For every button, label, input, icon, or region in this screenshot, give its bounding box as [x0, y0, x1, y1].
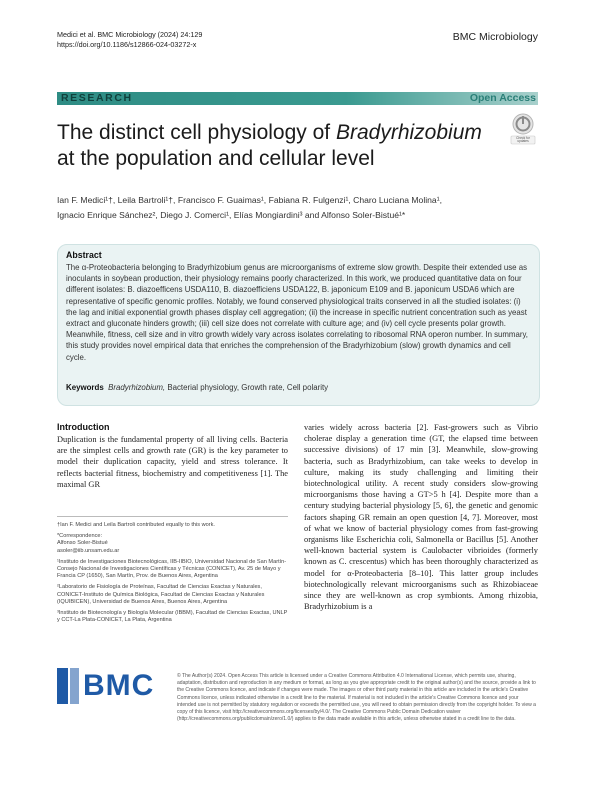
journal-name: BMC Microbiology — [452, 31, 538, 43]
footnotes — [57, 522, 288, 628]
keywords — [66, 382, 528, 393]
title-part1: The distinct cell physiology of — [57, 121, 336, 144]
keywords-list: Bacterial physiology, Growth rate, Cell polarity — [165, 383, 329, 392]
bmc-logo — [57, 666, 157, 706]
check-for-updates-badge[interactable] — [509, 113, 537, 145]
author-line: Ignacio Enrique Sánchez², Diego J. Comerci¹, Elías Mongiardini³ and Alfonso Soler-Bistué¹* — [57, 210, 406, 220]
correspondence-label: *Correspondence: — [57, 533, 103, 540]
check-updates-text: Check for updates — [516, 135, 530, 144]
keywords-italic: Bradyrhizobium, — [108, 383, 166, 392]
author-list — [57, 193, 537, 223]
doi-link[interactable]: https://doi.org/10.1186/s12866-024-03272-x — [57, 40, 197, 49]
abstract-heading: Abstract — [66, 250, 102, 260]
intro-heading: Introduction — [57, 422, 110, 432]
article-title — [57, 120, 512, 171]
title-part2: at the population and cellular level — [57, 146, 375, 170]
keywords-label: Keywords — [66, 383, 104, 392]
affiliation-3: ³Instituto de Biotecnología y Biología Molecular (IBBM), Facultad de Ciencias Exactas, UNLP y CCT-La Plata-CONICET, La Plata, Argentina — [57, 610, 288, 624]
affiliation-2: ²Laboratorio de Fisiología de Proteínas, Facultad de Ciencias Exactas y Naturales, CONICET-Instituto de Química Biológica, Facultad de Ciencias Exactas y Naturales (IQUIBICEN), Universidad de Buenos Aires, Buenos Aires, Argentina — [57, 584, 265, 605]
citation-line: Medici et al. BMC Microbiology (2024) 24:129 — [57, 30, 203, 39]
intro-paragraph-right: varies widely across bacteria [2]. Fast-growers such as Vibrio cholerae display a generation time (GT, the elapsed time between successive divisions) of 17 min [3]. Meanwhile, slow-growing bacteria, such as Bradyrhizobium, can take weeks to develop in culture, making its study challenging and limiting their biotechnological utility. A recent study considers slow-growing microorganisms those having a GT>5 h [4]. Despite more than a century studying bacterial physiology [5, 6], the genetic and genomic factors shaping GR remain an open question [4, 7]. Moreover, most of what we know of bacterial physiology comes from fast-growing organisms like Escherichia coli, Salmonella or Bacillus [5]. Another well-known bacterial system is Caulobacter vibrioides (formerly known as C. crescentus) which has been thoroughly characterized as model for α-Proteobacteria [8–10]. This latter group includes biotechnologically relevant microorganisms such as Rhizobiaceae since they are well-known as crop symbionts. Among rhizobia, Bradyrhizobium is a — [304, 423, 538, 612]
footnote-divider — [57, 516, 288, 517]
bmc-logo-text: BMC — [83, 669, 155, 702]
title-italic: Bradyrhizobium — [335, 121, 482, 144]
equal-contribution-note: †Ian F. Medici and Leila Bartroli contributed equally to this work. — [57, 522, 215, 528]
author-line: Ian F. Medici¹†, Leila Bartroli¹†, Francisco F. Guaimas¹, Fabiana R. Fulgenzi¹, Charo Luciana Molina¹, — [57, 195, 442, 205]
intro-paragraph-left: Duplication is the fundamental property of all living cells. Bacteria are the simplest cells and growth rate (GR) is the key parameter to model their duplication capacity, yield and stress tolerance. It reflects bacterial fitness, biochemistry and competitiveness [1]. The maximal GR — [57, 435, 288, 489]
affiliation-1: ¹Instituto de Investigaciones Biotecnológicas, IIB-IIBIO, Universidad Nacional de San Martín-Consejo Nacional de Investigaciones Científicas y Técnicas (CONICET), Av. 25 de Mayo y Francia CP (1650), San Martín, Prov. de Buenos Aires, Argentina — [57, 558, 287, 580]
correspondence-name: Alfonso Soler-Bistué — [57, 540, 108, 547]
open-access-label: Open Access — [469, 92, 536, 104]
license-text: © The Author(s) 2024. Open Access This article is licensed under a Creative Commons Attribution 4.0 International License, which permits use, sharing, adaptation, distribution and reproduction in any medium or format, as long as you give appropriate credit to the original author(s) and the source, provide a link to the Creative Commons licence, and indicate if changes were made. The images or other third party material in this article are included in the article's Creative Commons licence, unless indicated otherwise in a credit line to the material. If material is not included in the article's Creative Commons licence and your intended use is not permitted by statutory regulation or exceeds the permitted use, you will need to obtain permission directly from the copyright holder. To view a copy of this licence, visit http://creativecommons.org/licenses/by/4.0/. The Creative Commons Public Domain Dedication waiver (http://creativecommons.org/publicdomain/zero/1.0/) applies to the data made available in this article, unless otherwise stated in a credit line to the data. — [177, 673, 536, 723]
correspondence-email[interactable]: asoler@iib.unsam.edu.ar — [57, 547, 120, 554]
section-label: RESEARCH — [61, 92, 133, 104]
abstract-text: The α-Proteobacteria belonging to Bradyrhizobium genus are microorganisms of extreme slow growth. Despite their extended use as inoculants in soybean production, their physiology remains poorly characterized. In this work, we produced quantitative data on four different isolates: B. diazoefficens USDA110, B. diazoefficiens USDA122, B. japonicum E109 and B. japonicum USDA6 which are representative of specific genomic profiles. Notably, we found conserved physiological traits conserved in all the studied isolates: (i) the lag and initial exponential growth phases display cell aggregation; (ii) the increase in specific nutrient concentration such as yeast extract and gluconate hinders growth; (iii) cell size does not correlate with culture age; and (iv) cell cycle presents polar growth. Meanwhile, fitness, cell size and in vitro growth widely vary across isolates correlating to ribosomal RNA operon number. In summary, this study provides novel empirical data that enriches the comprehension of the Bradyrhizobium (slow) growth dynamics and cell cycle. — [66, 263, 528, 362]
